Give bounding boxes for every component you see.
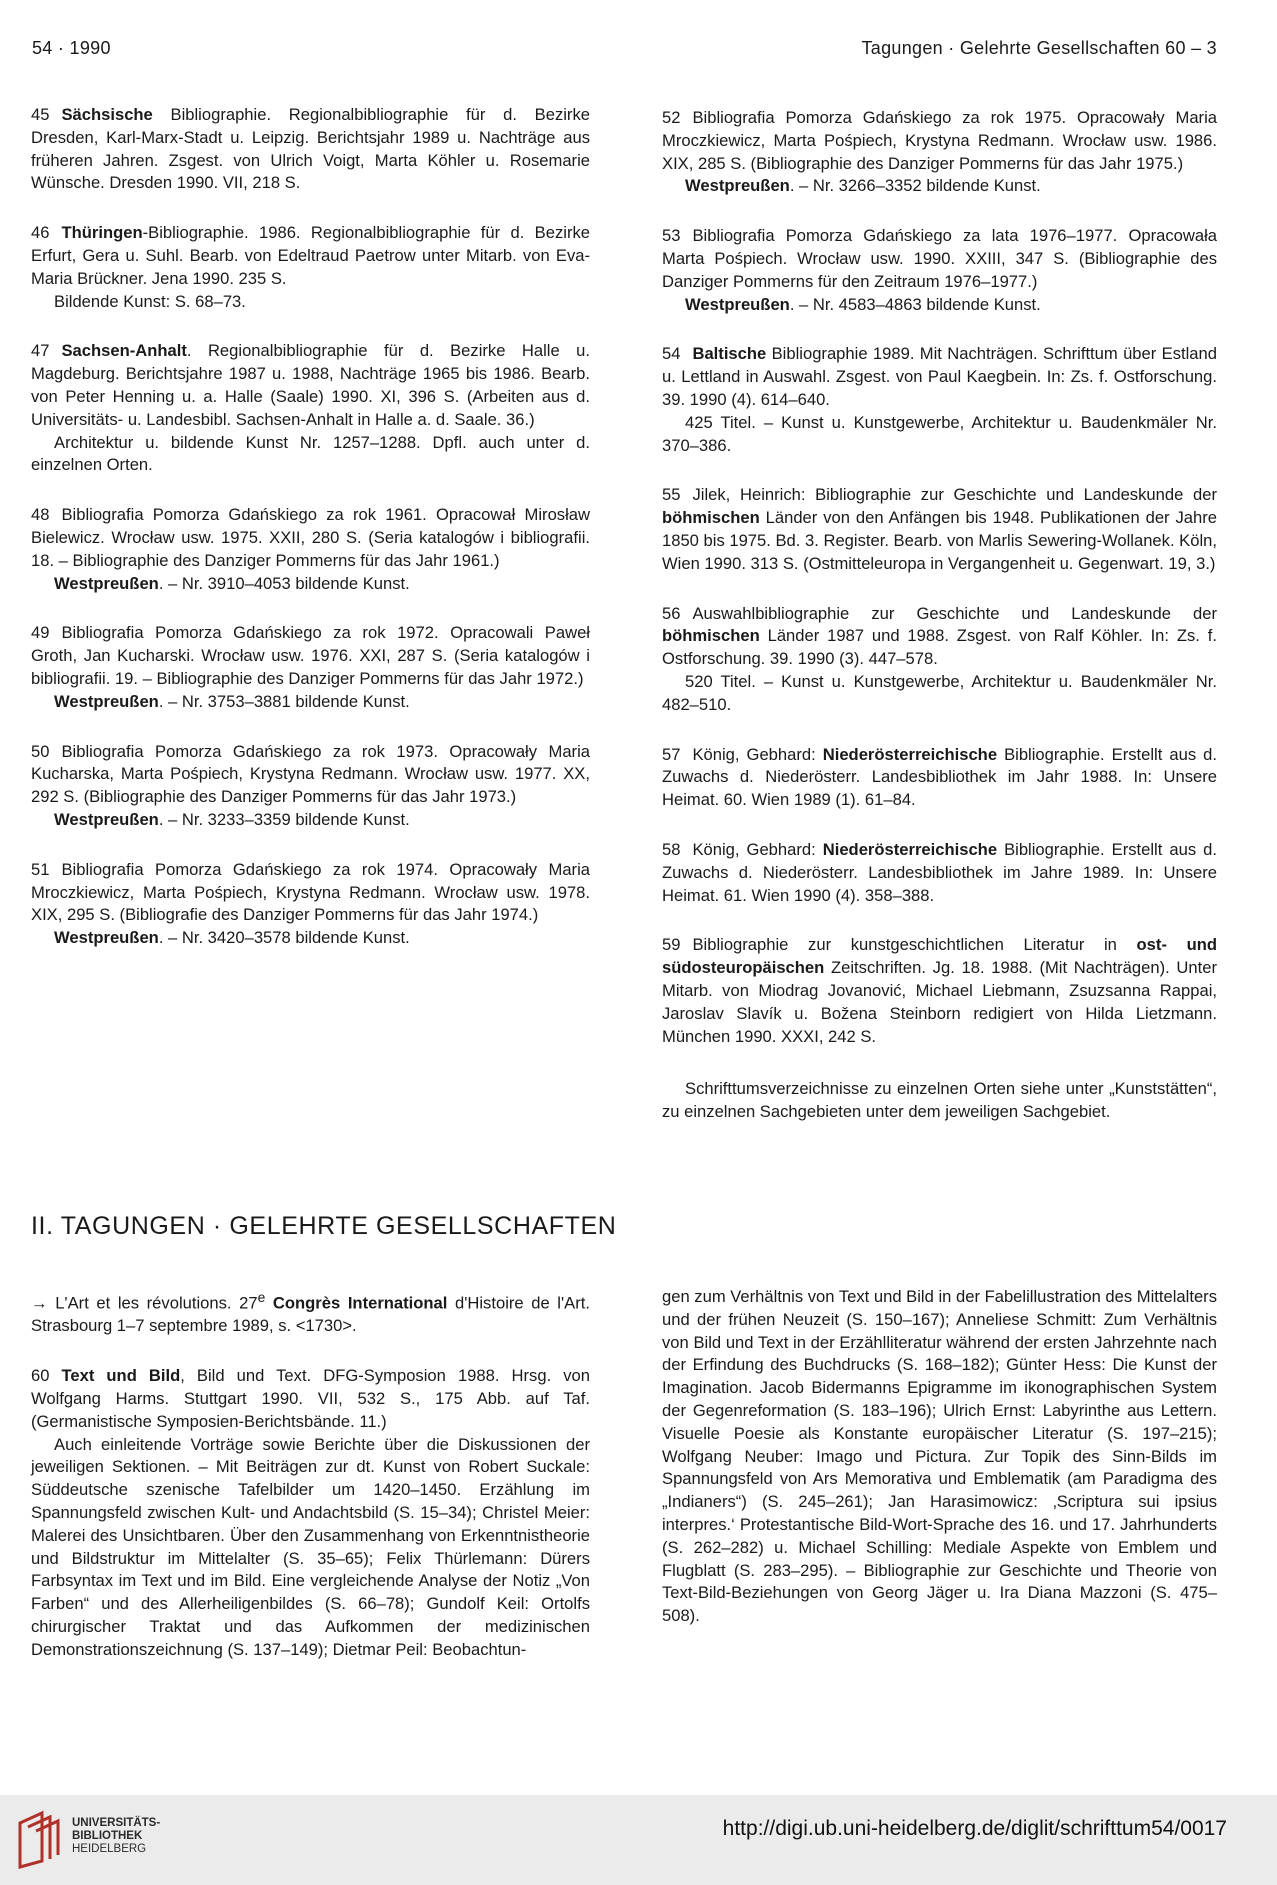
- entry-keyword: Westpreußen: [54, 809, 159, 829]
- entry-number: 45: [31, 105, 50, 124]
- entry-text: Bibliographie. Erstellt aus d. Zuwachs d. Niederösterr. Landesbibliothek im Jahre 1989. In: Unsere Heimat. 61. Wien 1990 (4). 358–388.: [662, 839, 1217, 905]
- entry-51: [31, 859, 590, 950]
- entry-text: Bibliografia Pomorza Gdańskiego za rok 1961. Opracował Mirosław Bielewicz. Wrocław usw. 1975. XXII, 280 S. (Seria katalogów i bibliografii. 18. – Bibliographie des Danziger Pommerns für das Jahr 1961.): [31, 505, 590, 570]
- entry-60: [31, 1365, 590, 1661]
- xref-text: d'Histoire de l'Art. Strasbourg 1–7 septembre 1989, s. <1730>.: [31, 1293, 590, 1336]
- entry-note: . – Nr. 3233–3359 bildende Kunst.: [158, 809, 410, 829]
- entry-keyword: Niederösterreichische: [822, 839, 998, 859]
- entry-keyword: Sachsen-Anhalt: [61, 341, 187, 361]
- entry-note: Architektur u. bildende Kunst Nr. 1257–1288. Dpfl. auch unter d. einzelnen Orten.: [31, 432, 590, 475]
- entry-number: 52: [662, 108, 681, 127]
- entry-keyword: Westpreußen: [685, 176, 790, 196]
- library-name-line-3: HEIDELBERG: [72, 1843, 147, 1855]
- entry-number: 49: [31, 623, 50, 643]
- entry-note: . – Nr. 3266–3352 bildende Kunst.: [789, 176, 1041, 196]
- entry-keyword: Thüringen: [61, 223, 143, 243]
- entry-number: 47: [31, 341, 50, 361]
- entry-keyword: Westpreußen: [685, 294, 790, 314]
- entry-59: [662, 934, 1217, 1048]
- entry-53: [662, 225, 1217, 316]
- xref-prefix: → L'Art et les révolutions. 27: [31, 1293, 258, 1313]
- entry-note: Bildende Kunst: S. 68–73.: [54, 291, 246, 311]
- entry-48: [31, 504, 590, 595]
- library-name: [72, 1817, 160, 1856]
- entry-text: Bibliografia Pomorza Gdańskiego za lata 1976–1977. Opracowała Marta Pośpiech. Wrocław usw. 1990. XXIII, 347 S. (Bibliographie des Danziger Pommerns für den Zeitraum 1976–1977.): [662, 226, 1217, 291]
- entry-text: Bibliografia Pomorza Gdańskiego za rok 1972. Opracowali Paweł Groth, Jan Kucharski. Wrocław usw. 1976. XXI, 287 S. (Seria katalogów i bibliografii. 19. – Bibliographie des Danziger Pommerns für das Jahr 1972.): [31, 623, 590, 688]
- entry-49: [31, 622, 590, 713]
- entry-keyword: böhmischen: [662, 626, 760, 646]
- entry-keyword: Baltische: [692, 344, 767, 364]
- source-url-link[interactable]: http://digi.ub.uni-heidelberg.de/diglit/schrifttum54/0017: [722, 1817, 1227, 1840]
- entry-text: Bibliografia Pomorza Gdańskiego za rok 1974. Opracowały Maria Mroczkiewicz, Marta Pośpiech, Krystyna Redmann. Wrocław usw. 1978. XIX, 295 S. (Bibliografie des Danziger Pommerns für das Jahr 1974.): [31, 859, 590, 925]
- entry-prefix: Bibliographie zur kunstgeschichtlichen Literatur in: [692, 935, 1137, 955]
- entry-keyword: Niederösterreichische: [822, 744, 998, 764]
- entry-keyword: Westpreußen: [54, 928, 159, 948]
- entry-text: Länder 1987 und 1988. Zsgest. von Ralf Köhler. In: Zs. f. Ostforschung. 39. 1990 (3). 447–578.: [662, 626, 1217, 669]
- entry-58: [662, 839, 1217, 907]
- running-header-right: Tagungen · Gelehrte Gesellschaften 60 – 3: [861, 38, 1217, 58]
- entry-number: 46: [31, 223, 50, 243]
- entry-note: 520 Titel. – Kunst u. Kunstgewerbe, Architektur u. Baudenkmäler Nr. 482–510.: [662, 671, 1217, 714]
- entry-text: Bibliographie. Regionalbibliographie für d. Bezirke Dresden, Karl-Marx-Stadt u. Leipzig. Berichtsjahr 1989 u. Nachträge aus früheren Jahren. Zsgest. von Ulrich Voigt, Marta Köhler u. Rosemarie Wünsche. Dresden 1990. VII, 218 S.: [31, 105, 590, 193]
- entry-keyword: Sächsische: [61, 105, 153, 124]
- entry-number: 55: [662, 485, 681, 505]
- entry-note: 425 Titel. – Kunst u. Kunstgewerbe, Architektur u. Baudenkmäler Nr. 370–386.: [662, 412, 1217, 455]
- library-name-line-1: UNIVERSITÄTS-: [72, 1817, 161, 1829]
- entry-text: Bibliografia Pomorza Gdańskiego za rok 1973. Opracowały Maria Kucharska, Marta Pośpiech, Krystyna Redmann. Wrocław usw. 1977. XX, 292 S. (Bibliographie des Danziger Pommerns für das Jahr 1973.): [31, 741, 590, 807]
- entry-number: 56: [662, 603, 681, 623]
- entry-text: . Regionalbibliographie für d. Bezirke Halle u. Magdeburg. Berichtsjahre 1987 u. 1988, Nachträge 1965 bis 1986. Bearb. von Peter Henning u. a. Halle (Saale) 1990. XI, 396 S. (Arbeiten aus d. Universitäts- u. Landesbibl. Sachsen-Anhalt in Halle a. d. Saale. 36.): [31, 341, 590, 429]
- entry-note: . – Nr. 3910–4053 bildende Kunst.: [158, 573, 410, 593]
- entry-keyword: Text und Bild: [61, 1366, 181, 1386]
- xref-superscript: e: [257, 1289, 266, 1305]
- left-column-section: [31, 1286, 590, 1688]
- entry-note: . – Nr. 3420–3578 bildende Kunst.: [158, 928, 410, 948]
- entry-57: [662, 744, 1217, 812]
- xref-keyword: Congrès International: [272, 1293, 448, 1313]
- entry-keyword: Westpreußen: [54, 691, 159, 711]
- entry-number: 48: [31, 505, 50, 525]
- entry-46: [31, 222, 590, 313]
- entry-prefix: Jilek, Heinrich: Bibliographie zur Geschichte und Landeskunde der: [692, 485, 1217, 505]
- entry-56: [662, 603, 1217, 717]
- entry-text: Bibliographie 1989. Mit Nachträgen. Schrifttum über Estland u. Lettland in Auswahl. Zsgest. von Paul Kaegbein. In: Zs. f. Ostforschung. 39. 1990 (4). 614–640.: [662, 344, 1217, 409]
- library-name-line-2: BIBLIOTHEK: [72, 1830, 143, 1842]
- entry-number: 51: [31, 859, 50, 879]
- entry-47: [31, 340, 590, 477]
- entry-50: [31, 741, 590, 832]
- entry-keyword: ost- und südosteuropäischen: [662, 935, 1218, 978]
- right-column-section: [662, 1286, 1217, 1628]
- entry-text: -Bibliographie. 1986. Regionalbibliographie für d. Bezirke Erfurt, Gera u. Suhl. Bearb. von Edeltraud Paetrow unter Mitarb. von Eva-Maria Brückner. Jena 1990. 235 S.: [31, 223, 590, 288]
- entry-number: 59: [662, 935, 681, 955]
- library-logo-icon: [12, 1809, 66, 1869]
- entry-55: [662, 484, 1217, 575]
- entry-note: . – Nr. 3753–3881 bildende Kunst.: [158, 691, 410, 711]
- entry-text: Bibliografia Pomorza Gdańskiego za rok 1975. Opracowały Maria Mroczkiewicz, Marta Pośpiech, Krystyna Redmann. Wrocław usw. 1986. XIX, 285 S. (Bibliographie des Danziger Pommerns für das Jahr 1975.): [662, 108, 1217, 173]
- entry-keyword: böhmischen: [662, 508, 760, 528]
- right-column: [662, 107, 1217, 1124]
- entry-prefix: König, Gebhard:: [692, 839, 823, 859]
- entry-text: Länder von den Anfängen bis 1948. Publikationen der Jahre 1850 bis 1975. Bd. 3. Register. Bearb. von Marlis Sewering-Wollanek. Köln, Wien 1990. 313 S. (Ostmitteleuropa in Vergangenheit u. Gegenwart. 19, 3.): [662, 508, 1217, 573]
- entry-45: [31, 104, 590, 195]
- entry-number: 50: [31, 741, 50, 761]
- entry-text: Bibliographie. Erstellt aus d. Zuwachs d. Niederösterr. Landesbibliothek im Jahr 1988. In: Unsere Heimat. 60. Wien 1989 (1). 61–84.: [662, 744, 1217, 810]
- entry-note: . – Nr. 4583–4863 bildende Kunst.: [789, 294, 1041, 314]
- entry-52: [662, 107, 1217, 198]
- entry-number: 57: [662, 744, 681, 764]
- entry-number: 53: [662, 226, 681, 246]
- entry-60-continuation: gen zum Verhältnis von Text und Bild in der Fabelillustration des Mittelalters und der frühen Neuzeit (S. 150–167); Anneliese Schmitt: Zum Verhältnis von Bild und Text in der Erzählliteratur während der ersten Jahrzehnte nach der Erfindung des Buchdrucks (S. 168–182); Günter Hess: Die Kunst der Imagination. Jacob Bidermanns Epigramme im ikonographischen System der Gegenreformation (S. 183–196); Ulrich Ernst: Labyrinthe aus Lettern. Visuelle Poesie als Konstante europäischer Literatur (S. 197–215); Wolfgang Neuber: Imago und Pictura. Zur Topik des Sinn-Bilds im Spannungsfeld von Ars Memorativa und Emblematik (am Paradigma des „Indianers“) (S. 245–261); Jan Harasimowicz: ‚Scriptura sui ipsius interpres.‘ Protestantische Bild-Wort-Sprache des 16. und 17. Jahrhunderts (S. 262–282) u. Michael Schilling: Mediale Aspekte von Emblem und Flugblatt (S. 283–295). – Bibliographie zur Geschichte und Theorie von Text-Bild-Beziehungen von Georg Jäger u. Ira Diana Mazzoni (S. 475–508).: [662, 1287, 1217, 1626]
- entry-number: 58: [662, 839, 681, 859]
- section-heading: II. TAGUNGEN · GELEHRTE GESELLSCHAFTEN: [31, 1212, 617, 1240]
- footer-bar: [0, 1795, 1277, 1885]
- entry-prefix: Auswahlbibliographie zur Geschichte und Landeskunde der: [692, 603, 1217, 623]
- running-header-left: 54 · 1990: [32, 38, 111, 58]
- entry-body: Auch einleitende Vorträge sowie Berichte über die Diskussionen der jeweiligen Sektionen. – Mit Beiträgen zur dt. Kunst von Robert Suckale: Süddeutsche szenische Tafelbilder um 1420–1450. Erzählung im Spannungsfeld zwischen Kult- und Andachtsbild (S. 15–34); Christel Meier: Malerei des Unsichtbaren. Über den Zusammenhang von Erkenntnistheorie und Bildstruktur im Mittelalter (S. 35–65); Felix Thürlemann: Dürers Farbsyntax im Text und im Bild. Eine vergleichende Analyse der Notiz „Von Farben“ und des Allerheiligenbildes (S. 66–78); Gundolf Keil: Ortolfs chirurgischer Traktat und das Aufkommen der medizinischen Demonstrationszeichnung (S. 137–149); Dietmar Peil: Beobachtun-: [31, 1434, 590, 1659]
- left-column: [31, 104, 590, 977]
- entry-keyword: Westpreußen: [54, 573, 159, 593]
- cross-reference-note: Schrifttumsverzeichnisse zu einzelnen Orten siehe unter „Kunststätten“, zu einzelnen Sachgebieten unter dem jeweiligen Sachgebiet.: [662, 1079, 1217, 1122]
- entry-prefix: König, Gebhard:: [692, 744, 823, 764]
- entry-number: 54: [662, 344, 681, 364]
- entry-54: [662, 343, 1217, 457]
- entry-text: , Bild und Text. DFG-Symposion 1988. Hrsg. von Wolfgang Harms. Stuttgart 1990. VII, 532 S., 175 Abb. auf Taf. (Germanistische Symposien-Berichtsbände. 11.): [31, 1366, 591, 1431]
- cross-reference: [31, 1286, 590, 1338]
- entry-text: Zeitschriften. Jg. 18. 1988. (Mit Nachträgen). Unter Mitarb. von Miodrag Jovanović, Michael Liebmann, Zsuzsanna Rappai, Jaroslav Slavík u. Božena Steinborn redigiert von Hilda Lietzmann. München 1990. XXXI, 242 S.: [662, 958, 1217, 1046]
- entry-number: 60: [31, 1366, 50, 1386]
